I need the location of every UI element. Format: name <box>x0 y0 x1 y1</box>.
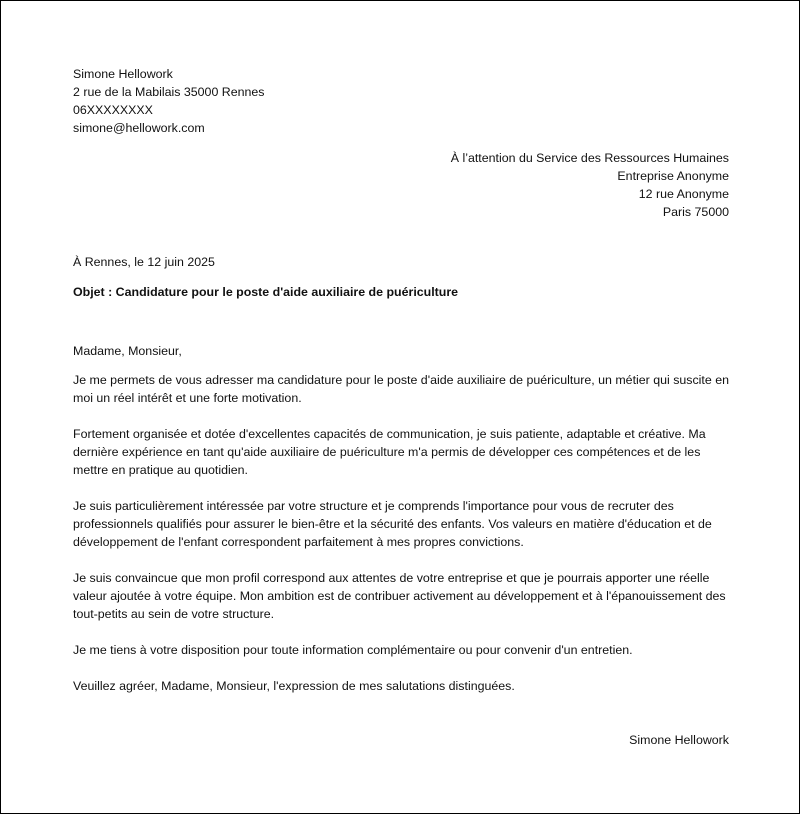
salutation: Madame, Monsieur, <box>73 344 182 358</box>
recipient-street: 12 rue Anonyme <box>638 187 729 201</box>
body-paragraph: Je suis particulièrement intéressée par votre structure et je comprends l'importance pour vous de recruter des professionnels qualifiés pour assurer le bien-être et la sécurité des enfants. Vos valeurs en matière d'éducation et de développement de l'enfant correspondent parfaitement à mes propres convictions. <box>73 499 712 549</box>
body-paragraph: Fortement organisée et dotée d'excellentes capacités de communication, je suis patiente, adaptable et créative. Ma dernière expérience en tant qu'aide auxiliaire de puériculture m'a permis de développer ces compétences et de les mettre en pratique au quotidien. <box>73 427 706 477</box>
body-paragraph: Je me permets de vous adresser ma candidature pour le poste d'aide auxiliaire de puériculture, un métier qui suscite en moi un réel intérêt et une forte motivation. <box>73 373 729 405</box>
sender-email: simone@hellowork.com <box>73 121 205 135</box>
sender-phone: 06XXXXXXXX <box>73 103 153 117</box>
subject-line: Objet : Candidature pour le poste d'aide auxiliaire de puériculture <box>73 285 459 299</box>
recipient-attention: À l’attention du Service des Ressources Humaines <box>450 151 729 165</box>
body-paragraph: Je suis convaincue que mon profil correspond aux attentes de votre entreprise et que je pourrais apporter une réelle valeur ajoutée à votre équipe. Mon ambition est de contribuer activement au développement et à l'épanouissement des tout-petits au sein de votre structure. <box>73 571 726 621</box>
recipient-block <box>73 149 729 221</box>
recipient-company: Entreprise Anonyme <box>617 169 729 183</box>
recipient-city: Paris 75000 <box>662 205 729 219</box>
date-line: À Rennes, le 12 juin 2025 <box>73 255 215 269</box>
letter-body <box>73 371 729 713</box>
body-paragraph: Je me tiens à votre disposition pour toute information complémentaire ou pour convenir d'un entretien. <box>73 643 633 657</box>
sender-block <box>73 65 729 137</box>
sender-name: Simone Hellowork <box>73 67 173 81</box>
closing-paragraph: Veuillez agréer, Madame, Monsieur, l'expression de mes salutations distinguées. <box>73 679 515 693</box>
signature: Simone Hellowork <box>629 733 729 747</box>
sender-address: 2 rue de la Mabilais 35000 Rennes <box>73 85 265 99</box>
